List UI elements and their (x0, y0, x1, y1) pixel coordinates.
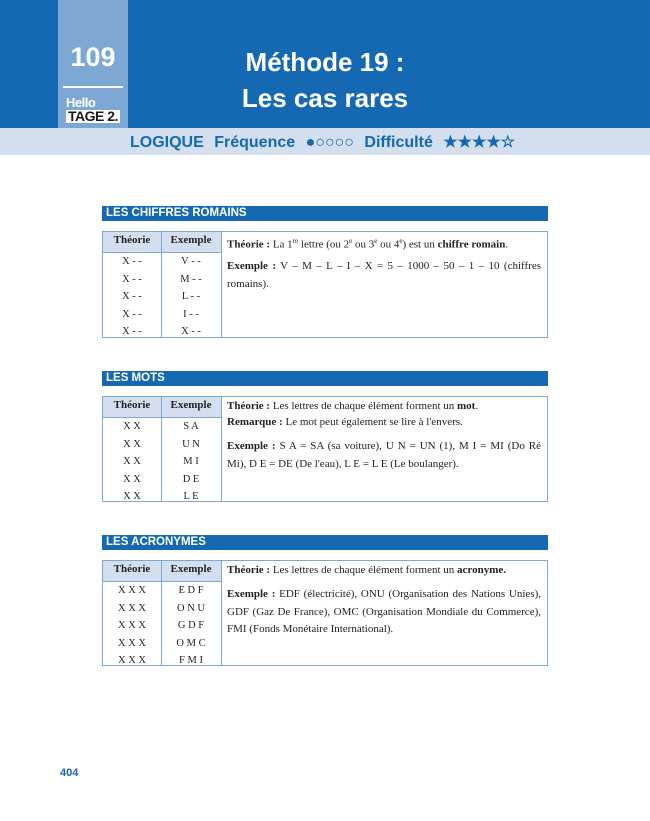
column-header-exemple: Exemple (170, 563, 212, 575)
table-cell: X X X (118, 585, 146, 596)
table-cell: V - - (181, 256, 201, 267)
table-cell: G D F (177, 620, 205, 631)
table-cell: M - - (180, 273, 202, 285)
table-cell: X X (123, 438, 141, 450)
table-cell: X - - (181, 326, 201, 337)
table-cell: F M I (179, 655, 203, 666)
method-number: 109 (70, 42, 116, 72)
table-cell: D E (182, 473, 200, 485)
table-cell: X - - (122, 256, 142, 267)
category-label: LOGIQUE (130, 134, 204, 151)
page-title (160, 44, 490, 116)
theory-text: Théorie : Les lettres de chaque élément forment un mot. (227, 400, 479, 412)
table-cell: S A (183, 421, 199, 432)
example-text: Exemple : S A = SA (sa voiture), U N = UN (1), M I = MI (Do Ré Mi), D E = DE (De l'eau), L E = L E (Le boulanger). (227, 440, 541, 470)
acronyms-table (102, 560, 548, 666)
column-header-exemple: Exemple (170, 234, 212, 246)
column-header-theorie: Théorie (113, 563, 151, 575)
example-text: Exemple : V – M – L – I – X = 5 – 1000 – 50 – 1 – 10 (chiffres romains). (227, 260, 541, 290)
title-line-2: Les cas rares (241, 83, 409, 113)
section-title-roman: LES CHIFFRES ROMAINS (102, 206, 548, 221)
words-table (102, 396, 548, 502)
table-cell: O M C (176, 637, 206, 649)
table-header-row (103, 232, 221, 253)
column-header-theorie: Théorie (113, 234, 151, 246)
table-cell: X - - (122, 291, 142, 302)
example-text: Exemple : EDF (électricité), ONU (Organisation des Nations Unies), GDF (Gaz De France), OMC (Organisation Mondiale du Commerce), FMI (Fonds Monétaire International). (227, 588, 541, 635)
roman-table (102, 231, 548, 338)
logo-line-1: Hello (66, 95, 96, 110)
brand-logo (66, 96, 120, 123)
table-cell: X X (123, 421, 141, 432)
theory-text: Théorie : La 1re lettre (ou 2e ou 3e ou 4e) est un chiffre romain. (227, 237, 509, 251)
column-header-exemple: Exemple (170, 399, 212, 411)
table-cell: E D F (178, 585, 204, 596)
remark-text: Remarque : Le mot peut également se lire à l'envers. (227, 416, 463, 428)
column-divider (221, 397, 222, 501)
column-header-theorie: Théorie (113, 399, 151, 411)
table-cell: L - - (181, 291, 201, 302)
frequency-label: Fréquence (214, 134, 296, 151)
column-divider (221, 232, 222, 337)
column-divider (221, 561, 222, 665)
table-cell: X - - (122, 273, 142, 285)
difficulty-label: Difficulté (364, 134, 433, 151)
table-cell: U N (182, 438, 200, 450)
table-cell: X - - (122, 308, 142, 320)
table-cell: X X X (118, 637, 146, 649)
table-cell: M I (183, 456, 199, 467)
table-cell: X X X (118, 602, 146, 614)
frequency-dots: ●○○○○ (305, 134, 354, 151)
table-cell: I - - (183, 308, 199, 320)
table-header-row (103, 561, 221, 582)
theory-text: Théorie : Les lettres de chaque élément forment un acronyme. (227, 564, 506, 576)
table-cell: X - - (122, 326, 142, 337)
table-cell: X X X (118, 655, 146, 666)
difficulty-stars: ★★★★☆ (443, 134, 516, 151)
table-cell: X X (123, 491, 141, 502)
table-header-row (103, 397, 221, 418)
section-title-words: LES MOTS (102, 371, 548, 386)
table-cell: O N U (177, 602, 205, 614)
number-divider (63, 86, 123, 88)
page-number: 404 (60, 767, 79, 779)
title-line-1: Méthode 19 : (245, 47, 405, 77)
table-cell: X X (123, 456, 141, 467)
table-cell: L E (183, 491, 199, 502)
table-cell: X X X (118, 620, 146, 631)
section-title-acronyms: LES ACRONYMES (102, 535, 548, 550)
logo-line-2: TAGE 2. (68, 108, 118, 124)
category-bar (0, 128, 650, 155)
table-cell: X X (123, 473, 141, 485)
